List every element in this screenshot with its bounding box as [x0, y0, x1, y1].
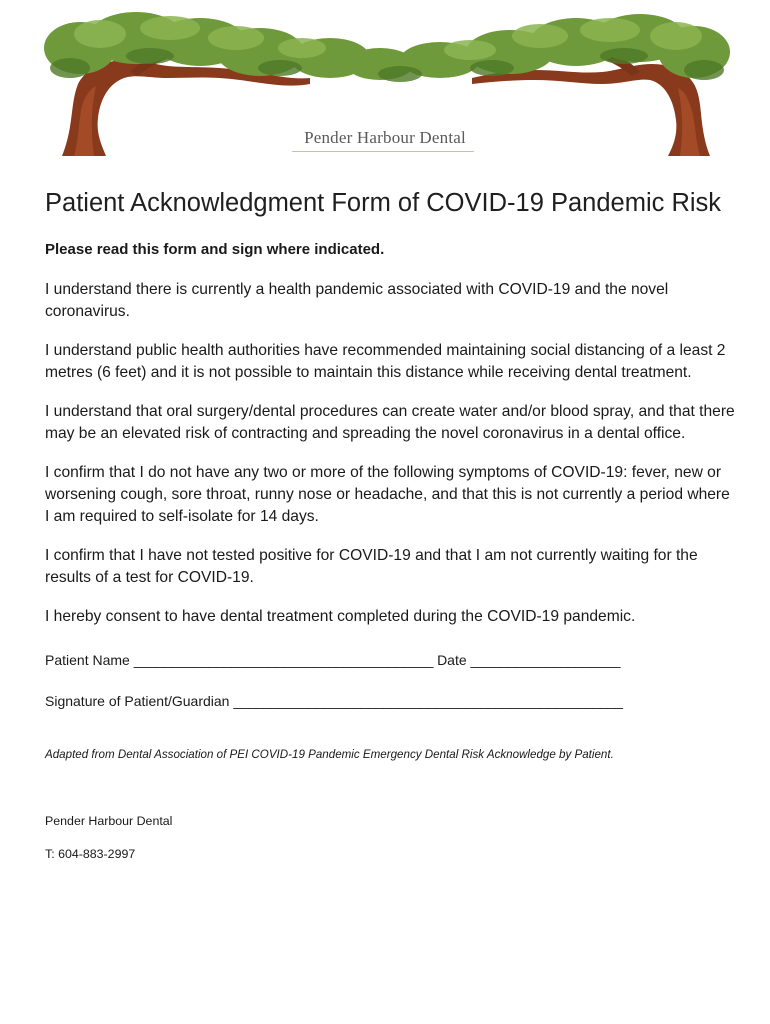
logo-divider	[292, 151, 474, 152]
clinic-logo-text: Pender Harbour Dental	[304, 128, 466, 147]
date-field[interactable]: ____________________	[470, 652, 621, 668]
acknowledgment-paragraph: I confirm that I do not have any two or more of the following symptoms of COVID-19: fever, new or worsening cough, sore throat, runny nose or headache, and that this is not currently a period where I am required to self-isolate for 14 days.	[45, 464, 730, 525]
footer-clinic-name: Pender Harbour Dental	[45, 814, 173, 828]
patient-name-field[interactable]: ________________________________________	[133, 652, 434, 668]
signature-label: Signature of Patient/Guardian	[45, 693, 230, 709]
signature-field[interactable]: ____________________________________________________	[233, 693, 623, 709]
patient-name-row	[45, 650, 735, 670]
acknowledgment-paragraph: I confirm that I have not tested positive for COVID-19 and that I am not currently waiting for the results of a test for COVID-19.	[45, 547, 698, 586]
acknowledgment-paragraph: I understand there is currently a health pandemic associated with COVID-19 and the novel coronavirus.	[45, 281, 669, 320]
acknowledgment-paragraph: I understand public health authorities have recommended maintaining social distancing of a least 2 metres (6 feet) and it is not possible to maintain this distance while receiving dental treatment.	[45, 342, 726, 381]
form-title: Patient Acknowledgment Form of COVID-19 Pandemic Risk	[45, 189, 722, 217]
consent-paragraph: I hereby consent to have dental treatment completed during the COVID-19 pandemic.	[45, 608, 636, 625]
adapted-note: Adapted from Dental Association of PEI COVID-19 Pandemic Emergency Dental Risk Acknowledge by Patient.	[45, 748, 614, 761]
acknowledgment-paragraph: I understand that oral surgery/dental procedures can create water and/or blood spray, and that there may be an elevated risk of contracting and spreading the novel coronavirus in a dental office.	[45, 403, 735, 442]
patient-name-label: Patient Name	[45, 652, 130, 668]
footer-phone: T: 604-883-2997	[45, 847, 136, 861]
form-instruction: Please read this form and sign where indicated.	[45, 241, 385, 258]
signature-row	[45, 691, 735, 711]
date-label: Date	[437, 652, 467, 668]
form-body	[45, 186, 735, 862]
